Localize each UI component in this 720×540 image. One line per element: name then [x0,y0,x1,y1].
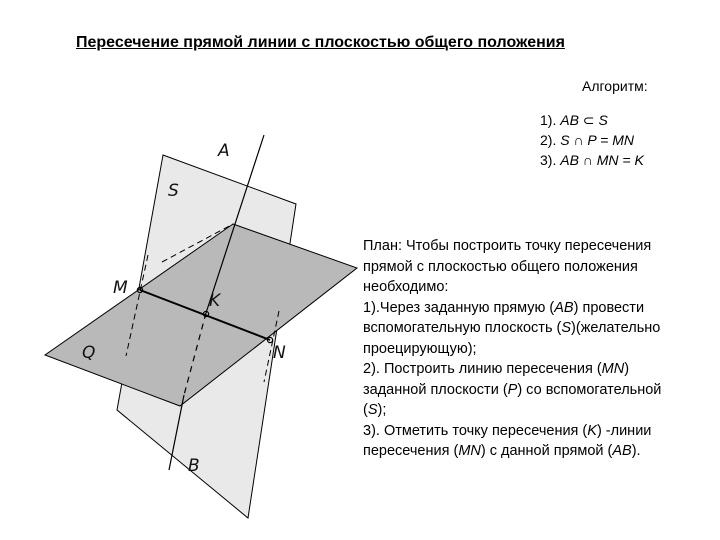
plane-q [45,224,357,406]
plan-text-segment: ); [377,402,387,418]
label-q: Q [82,343,96,363]
plan-text-segment: вспомогательную плоскость ( [363,320,562,336]
plan-text-segment: План: Чтобы построить точку пересечения [363,238,652,254]
plan-text-segment: необходимо: [363,279,449,295]
step-result: = MN [596,132,634,148]
plan-symbol: MN [458,443,481,459]
plan-text-segment: ) -линии [596,422,652,439]
step-operand: MN = K [596,152,644,168]
step-number: 1). [540,112,561,128]
plan-symbol: MN [601,361,625,377]
plan-text-segment: ) [624,361,630,377]
label-k: K [209,291,221,311]
algorithm-heading: Алгоритм: [582,78,648,94]
page-title: Пересечение прямой линии с плоскостью общего положения [76,34,565,51]
step-number: 2). [540,132,561,148]
plan-symbol: K [587,422,597,439]
step-number: 3). [540,152,561,168]
plan-text-segment: ) провести [573,299,645,316]
label-m: M [113,278,128,298]
step-operand: AB [560,112,579,128]
step-operand: P [587,132,597,148]
plan-symbol: S [561,320,572,336]
plan-text-segment: прямой с плоскостью общего положения [363,258,638,275]
plan-symbol: S [367,402,378,418]
label-a: A [218,141,230,161]
plan-text-segment: 3). Отметить точку пересечения ( [363,422,588,439]
step-operator: ⊂ [578,112,599,128]
step-operator: ∩ [569,132,588,148]
plan-text-segment: пересечения ( [363,443,459,459]
label-b: B [188,456,200,476]
plan-text-segment: 2). Построить линию пересечения ( [363,361,602,377]
plan-text-segment: 1).Через заданную прямую ( [363,299,555,316]
plan-symbol: P [507,381,518,398]
label-n: N [273,343,286,363]
label-s: S [168,181,179,201]
plan-text-segment: )(желательно [571,320,661,336]
plan-symbol: AB [612,443,632,459]
step-operand: AB [560,152,579,168]
step-operator: ∩ [578,152,597,168]
plan-text-segment: ( [363,402,368,418]
plan-text-segment: заданной плоскости ( [363,381,508,398]
step-operand: S [598,112,608,128]
plan-symbol: AB [554,299,574,316]
plan-text-segment: ) с данной прямой ( [480,443,613,459]
plan-text-segment: ). [631,443,641,459]
step-operand: S [560,132,570,148]
plan-text-segment: ) со вспомогательной [517,381,662,398]
plan-text-segment: проецирующую); [363,340,477,357]
